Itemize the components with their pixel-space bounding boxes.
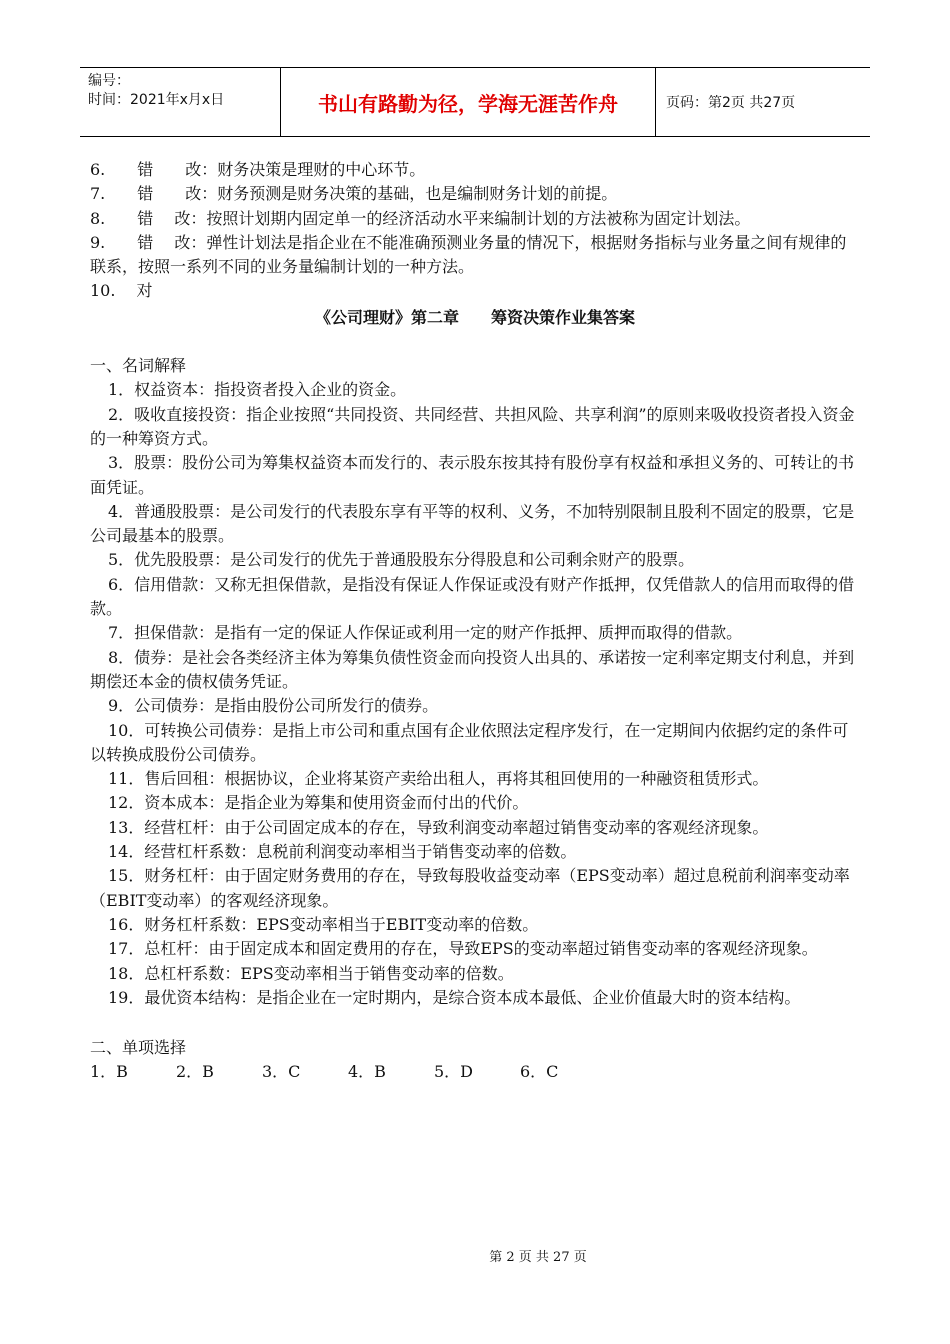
- definition-item: 6．信用借款：又称无担保借款，是指没有保证人作保证或没有财产作抵押，仅凭借款人的信用而取得的借款。: [90, 574, 855, 619]
- document-date-label: 时间：2021年x月x日: [88, 92, 225, 108]
- header-page-info: 页码：第2页 共27页: [666, 95, 796, 111]
- chapter-title: 《公司理财》第二章 筹资决策作业集答案: [314, 307, 635, 327]
- document-body: [90, 158, 860, 1085]
- definition-item: 17．总杠杆：由于固定成本和固定费用的存在，导致EPS的变动率超过销售变动率的客观经济现象。: [108, 939, 818, 959]
- definition-item: 4．普通股股票：是公司发行的代表股东享有平等的权利、义务，不加特别限制且股利不固定的股票，它是公司最基本的股票。: [90, 501, 855, 546]
- document-number-label: 编号：: [88, 73, 130, 89]
- choice-answer: 4．B: [348, 1062, 386, 1082]
- list-item: 9. 错 改：弹性计划法是指企业在不能准确预测业务量的情况下，根据财务指标与业务量之间有规律的联系，按照一系列不同的业务量编制计划的一种方法。: [90, 232, 847, 277]
- choice-answer: 2．B: [176, 1062, 214, 1082]
- section-spacer: [90, 1010, 860, 1036]
- choice-answer: 5．D: [434, 1062, 474, 1082]
- choice-answer: 3．C: [262, 1062, 301, 1082]
- definition-item: 3．股票：股份公司为筹集权益资本而发行的、表示股东按其持有股份享有权益和承担义务的、可转让的书面凭证。: [90, 453, 855, 497]
- list-item: 10. 对: [90, 281, 153, 301]
- definition-item: 7．担保借款：是指有一定的保证人作保证或利用一定的财产作抵押、质押而取得的借款。: [108, 623, 743, 643]
- definition-item: 5．优先股股票：是公司发行的优先于普通股股东分得股息和公司剩余财产的股票。: [108, 550, 695, 570]
- choice-answers-row: [90, 1060, 860, 1084]
- definition-item: 9．公司债券：是指由股份公司所发行的债券。: [108, 696, 439, 716]
- definition-item: 2．吸收直接投资：指企业按照“共同投资、共同经营、共担风险、共享利润”的原则来吸收投资者投入资金的一种筹资方式。: [90, 404, 855, 448]
- definition-item: 15．财务杠杆：由于固定财务费用的存在，导致每股收益变动率（EPS变动率）超过息税前利润率变动率（EBIT变动率）的客观经济现象。: [90, 866, 850, 910]
- page-footer: 第 2 页 共 27 页: [489, 1250, 587, 1265]
- header-motto: 书山有路勤为径，学海无涯苦作舟: [280, 68, 656, 136]
- list-item: 6. 错 改：财务决策是理财的中心环节。: [90, 160, 426, 179]
- definition-item: 13．经营杠杆：由于公司固定成本的存在，导致利润变动率超过销售变动率的客观经济现象。: [108, 817, 769, 837]
- list-item: 7. 错 改：财务预测是财务决策的基础，也是编制财务计划的前提。: [90, 184, 618, 204]
- definition-item: 1．权益资本：指投资者投入企业的资金。: [108, 380, 407, 400]
- choice-answer: 6．C: [520, 1062, 559, 1082]
- definition-item: 11．售后回租：根据协议，企业将某资产卖给出租人，再将其租回使用的一种融资租赁形式。: [108, 769, 769, 789]
- definition-item: 14．经营杠杆系数：息税前利润变动率相当于销售变动率的倍数。: [108, 842, 577, 862]
- list-item: 8. 错 改：按照计划期内固定单一的经济活动水平来编制计划的方法被称为固定计划法。: [90, 208, 751, 228]
- header-table: [80, 67, 870, 137]
- definition-item: 16．财务杠杆系数：EPS变动率相当于EBIT变动率的倍数。: [108, 914, 539, 934]
- definition-item: 12．资本成本：是指企业为筹集和使用资金而付出的代价。: [108, 793, 529, 813]
- definition-item: 10．可转换公司债券：是指上市公司和重点国有企业依照法定程序发行，在一定期间内依据约定的条件可以转换成股份公司债券。: [90, 720, 849, 764]
- definitions-list: [90, 378, 860, 1010]
- header-left-cell: [80, 68, 280, 136]
- section-heading-choices: 二、单项选择: [90, 1038, 187, 1058]
- top-items-list: [90, 158, 860, 304]
- definition-item: 19．最优资本结构：是指企业在一定时期内，是综合资本成本最低、企业价值最大时的资本结构。: [108, 987, 801, 1007]
- section-heading-terms: 一、名词解释: [90, 356, 187, 376]
- choice-answer: 1．B: [90, 1062, 128, 1082]
- definition-item: 8．债券：是社会各类经济主体为筹集负债性资金而向投资人出具的、承诺按一定利率定期支付利息，并到期偿还本金的债权债务凭证。: [90, 647, 855, 691]
- definition-item: 18．总杠杆系数：EPS变动率相当于销售变动率的倍数。: [108, 963, 514, 983]
